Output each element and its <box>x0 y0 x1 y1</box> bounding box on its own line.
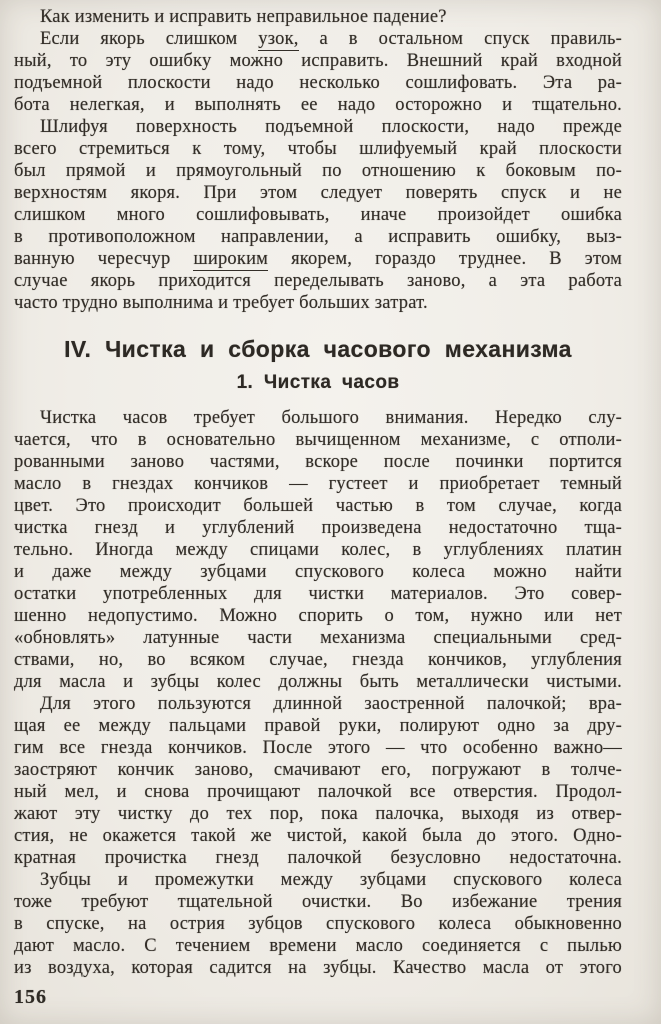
text-run: шенно недопустимо. Можно спорить о том, нужно или нет <box>14 606 622 626</box>
page-number: 156 <box>14 986 47 1008</box>
text-run: заостряют кончик заново, смачивают его, погружают в толче- <box>14 760 622 780</box>
text-line <box>14 28 622 50</box>
text-line <box>14 781 622 803</box>
body-text-upper <box>14 6 622 314</box>
text-line <box>14 50 622 72</box>
text-line <box>14 138 622 160</box>
paragraph <box>14 116 622 314</box>
text-line <box>14 248 622 270</box>
text-line <box>14 847 622 869</box>
text-line <box>14 649 622 671</box>
text-run: ный мел, и снова прочищают палочкой все отверстия. Продол- <box>14 782 622 802</box>
text-run: Шлифуя поверхность подъемной плоскости, надо прежде <box>40 117 622 137</box>
underlined-word: широким <box>193 249 269 269</box>
section-heading: 1. Чистка часов <box>236 372 400 393</box>
text-line <box>14 561 622 583</box>
text-line <box>14 116 622 138</box>
text-line <box>14 517 622 539</box>
text-run: всего стремиться к тому, чтобы шлифуемый край плоскости <box>14 139 622 159</box>
text-line <box>14 451 622 473</box>
heading-block <box>14 336 622 394</box>
text-run: а в остальном спуск правиль- <box>298 29 622 49</box>
text-run: в противоположном направлении, а исправить ошибку, выз- <box>14 227 622 247</box>
text-run: остатки употребленных для чистки материалов. Это совер- <box>14 584 622 604</box>
text-run: случае якорь приходится переделывать заново, а эта работа <box>14 271 622 291</box>
text-line <box>14 737 622 759</box>
text-run: ный, то эту ошибку можно исправить. Внешний край входной <box>14 51 622 71</box>
text-line <box>14 160 622 182</box>
paragraph <box>14 6 622 28</box>
text-run: Для этого пользуются длинной заостренной палочкой; вра- <box>40 694 622 714</box>
text-run: масло в гнездах кончиков — густеет и приобретает темный <box>14 474 622 494</box>
text-run: ствами, но, во всяком случае, гнезда кончиков, углубления <box>14 650 622 670</box>
text-run: чистка гнезд и углублений произведена недостаточно тща- <box>14 518 622 538</box>
text-run: бота нелегкая, и выполнять ее надо осторожно и тщательно. <box>14 95 622 115</box>
text-line <box>14 913 622 935</box>
body-text-lower <box>14 407 622 979</box>
text-run: «обновлять» латунные части механизма специальными сред- <box>14 628 622 648</box>
text-line <box>14 715 622 737</box>
text-line <box>14 270 622 292</box>
text-run: рованными заново частями, вскоре после починки портится <box>14 452 622 472</box>
text-run: подъемной плоскости надо несколько сошлифовать. Эта ра- <box>14 73 622 93</box>
text-run: цвет. Это происходит большей частью в том случае, когда <box>14 496 622 516</box>
paragraph <box>14 693 622 869</box>
text-line <box>14 204 622 226</box>
text-run: часто трудно выполнима и требует больших затрат. <box>14 293 428 313</box>
text-line <box>14 292 622 314</box>
text-line <box>14 539 622 561</box>
text-line <box>14 182 622 204</box>
text-run: верхностям якоря. При этом следует поверять спуск и не <box>14 183 622 203</box>
text-line <box>14 407 622 429</box>
text-run: в спуске, на острия зубцов спускового колеса обыкновенно <box>14 914 622 934</box>
text-line <box>14 935 622 957</box>
text-line <box>14 605 622 627</box>
text-run: Зубцы и промежутки между зубцами спускового колеса <box>40 870 622 890</box>
text-line <box>14 869 622 891</box>
text-run: Как изменить и исправить неправильное падение? <box>40 7 447 27</box>
text-run: из воздуха, которая садится на зубцы. Качество масла от этого <box>14 958 622 978</box>
text-line <box>14 94 622 116</box>
text-run: жают эту чистку до тех пор, пока палочка, выходя из отвер- <box>14 804 622 824</box>
text-run: и даже между зубцами спускового колеса можно найти <box>14 562 622 582</box>
paragraph <box>14 869 622 979</box>
text-line <box>14 6 622 28</box>
text-run: ванную чересчур <box>14 249 194 269</box>
text-run: щая ее между пальцами правой руки, полируют одно за дру- <box>14 716 622 736</box>
text-run: для масла и зубцы колес должны быть металлически чистыми. <box>14 672 622 692</box>
text-line <box>14 693 622 715</box>
text-line <box>14 671 622 693</box>
text-run: был прямой и прямоугольный по отношению к боковым по- <box>14 161 622 181</box>
text-run: якорем, гораздо труднее. В этом <box>268 249 622 269</box>
text-run: гим все гнезда кончиков. После этого — что особенно важно— <box>14 738 622 758</box>
text-run: чается, что в основательно вычищенном механизме, с отполи- <box>14 430 622 450</box>
text-line <box>14 957 622 979</box>
text-run: стия, не окажется такой же чистой, какой была до этого. Одно- <box>14 826 622 846</box>
text-line <box>14 825 622 847</box>
text-line <box>14 627 622 649</box>
text-run: тельно. Иногда между спицами колес, в углублениях платин <box>14 540 622 560</box>
text-line <box>14 495 622 517</box>
paragraph <box>14 28 622 116</box>
text-line <box>14 759 622 781</box>
text-line <box>14 891 622 913</box>
text-run: Если якорь слишком <box>40 29 259 49</box>
text-line <box>14 583 622 605</box>
text-line <box>14 226 622 248</box>
text-line <box>14 473 622 495</box>
text-run: дают масло. С течением времени масло соединяется с пылью <box>14 936 622 956</box>
text-run: кратная прочистка гнезд палочкой безусловно недостаточна. <box>14 848 622 868</box>
text-run: слишком много сошлифовывать, иначе произойдет ошибка <box>14 205 622 225</box>
text-line <box>14 429 622 451</box>
underlined-word: узок, <box>258 29 299 49</box>
paragraph <box>14 407 622 693</box>
text-run: Чистка часов требует большого внимания. Нередко слу- <box>40 408 622 428</box>
chapter-heading: IV. Чистка и сборка часового механизма <box>64 336 572 362</box>
text-run: тоже требуют тщательной очистки. Во избежание трения <box>14 892 622 912</box>
text-line <box>14 72 622 94</box>
text-line <box>14 803 622 825</box>
